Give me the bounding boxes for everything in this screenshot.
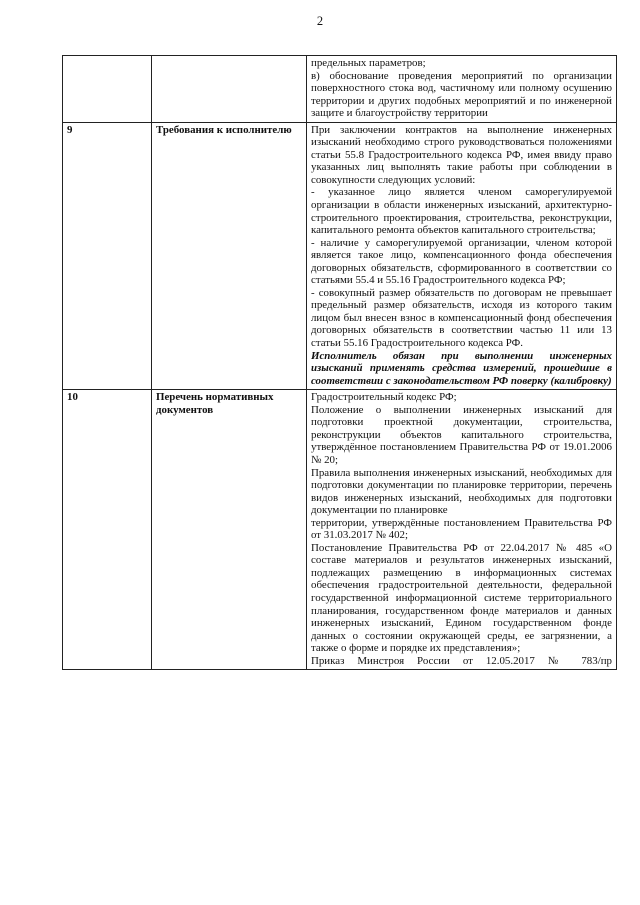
emphasis-paragraph: Исполнитель обязан при выполнении инженерных изысканий применять средства измерений, прошедшие в соответствии с законодательством РФ поверку (калибровку) bbox=[311, 349, 612, 387]
page-number: 2 bbox=[316, 14, 324, 28]
row-content bbox=[307, 56, 617, 123]
paragraph: При заключении контрактов на выполнение инженерных изысканий необходимо строго руководствоваться положениями статьи 55.8 Градостроительного кодекса РФ, имея ввиду право указанных лиц выполнять такие работы при соблюдении в совокупности следующих условий: bbox=[311, 123, 612, 186]
paragraph: Градостроительный кодекс РФ; bbox=[311, 391, 457, 404]
row-name bbox=[152, 56, 307, 123]
row-content bbox=[307, 122, 617, 389]
paragraph: в) обоснование проведения мероприятий по организации поверхностного стока вод, частичному или полному осушению территории и других подобных мероприятий и по инженерной защите и благоустройству территории bbox=[311, 69, 612, 120]
paragraph: Приказ Минстроя России от 12.05.2017 № 783/пр bbox=[311, 654, 612, 667]
table-row bbox=[63, 390, 617, 670]
requirements-table bbox=[62, 55, 617, 670]
row-name: Перечень нормативных документов bbox=[152, 390, 307, 670]
row-number: 9 bbox=[63, 122, 152, 389]
list-item: - совокупный размер обязательств по договорам не превышает предельный размер обязательств, исходя из которого таким лицом был внесен взнос в компенсационный фонд обеспечения договорных обязательств в соответствии частью 11 или 13 статьи 55.16 Градостроительного кодекса РФ. bbox=[311, 286, 612, 350]
row-name: Требования к исполнителю bbox=[152, 122, 307, 389]
row-number: 10 bbox=[63, 390, 152, 670]
paragraph: предельных параметров; bbox=[311, 57, 426, 69]
list-item: - указанное лицо является членом саморегулируемой организации в области инженерных изысканий, архитектурно-строительного проектирования, строительства, реконструкции, капитального ремонта объектов капитального строительства; bbox=[311, 186, 612, 237]
paragraph: Правила выполнения инженерных изысканий, необходимых для подготовки документации по планировке территории, перечень видов инженерных изысканий, необходимых для подготовки документации по планировке bbox=[311, 466, 612, 517]
paragraph: Постановление Правительства РФ от 22.04.2017 № 485 «О составе материалов и результатов инженерных изысканий, подлежащих размещению в информационных системах обеспечения градостроительной деятельности, федеральной государственной информационной системе территориального планирования, государственном фонде материалов и данных инженерных изысканий, Едином государственном фонде данных о состоянии окружающей среды, ее загрязнении, а также о форме и порядке их представления»; bbox=[311, 541, 612, 655]
paragraph: территории, утверждённые постановлением Правительства РФ от 31.03.2017 № 402; bbox=[311, 516, 612, 542]
row-number bbox=[63, 56, 152, 123]
list-item: - наличие у саморегулируемой организации, членом которой является такое лицо, компенсационного фонда обеспечения договорных обязательств, сформированного в соответствии со статьями 55.4 и 55.16 Градостроительного кодекса РФ; bbox=[311, 236, 612, 287]
paragraph: Положение о выполнении инженерных изысканий для подготовки проектной документации, строительства, реконструкции объектов капитального строительства, утверждённое постановлением Правительства РФ от 19.01.2006 № 20; bbox=[311, 403, 612, 466]
table-row bbox=[63, 122, 617, 389]
row-content bbox=[307, 390, 617, 670]
table-row bbox=[63, 56, 617, 123]
